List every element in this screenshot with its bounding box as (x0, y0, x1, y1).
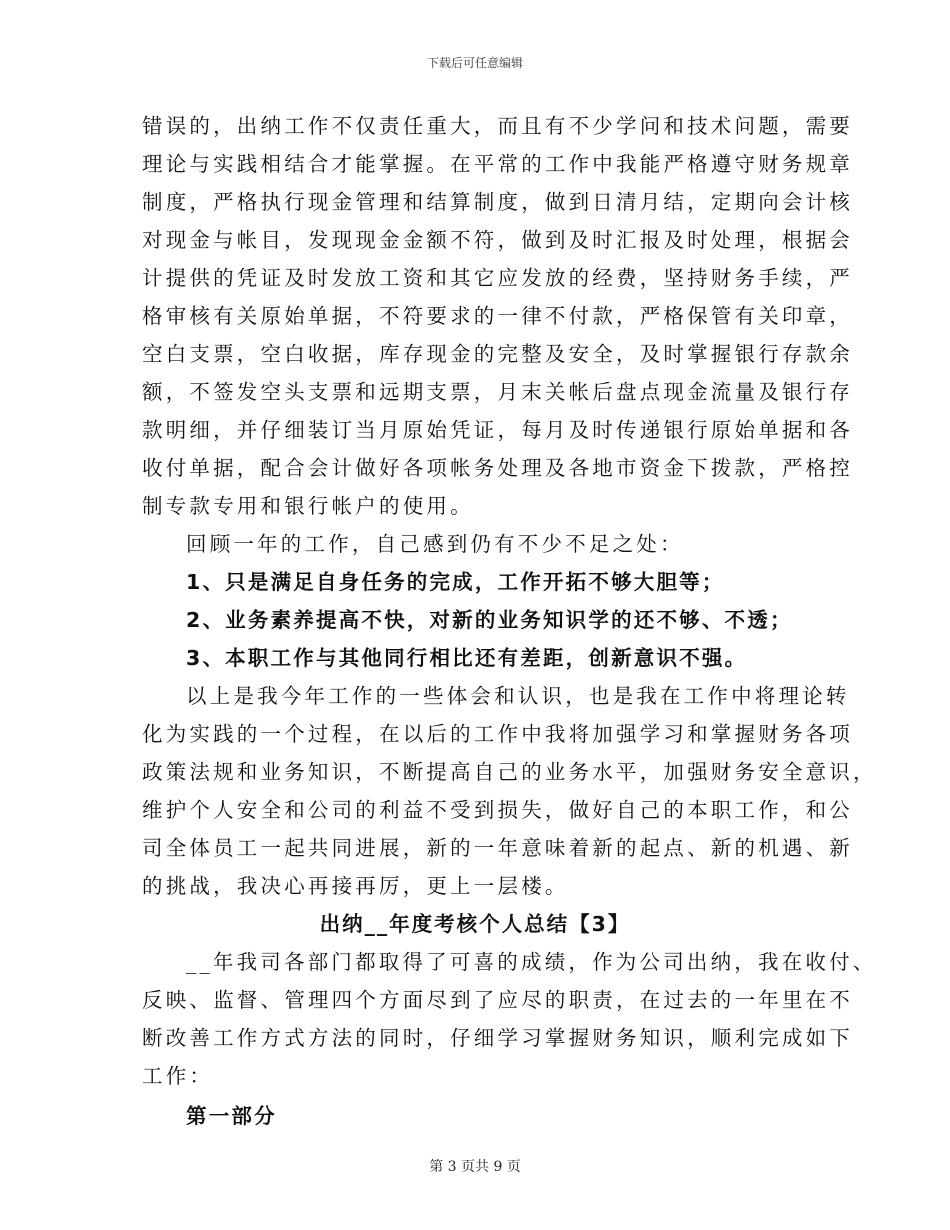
shortcoming-item-3: 3、本职工作与其他同行相比还有差距，创新意识不强。 (186, 646, 748, 670)
section-title: 出纳__年度考核个人总结【3】 (319, 912, 631, 936)
page-header: 下载后可任意编辑 (426, 56, 523, 70)
body-line-9: 款明细，并仔细装订当月原始凭证，每月及时传递银行原始单据和各 (142, 418, 853, 442)
body-line-5: 计提供的凭证及时发放工资和其它应发放的经费，坚持财务手续，严 (142, 266, 853, 290)
conclusion-line-4: 维护个人安全和公司的利益不受到损失，做好自己的本职工作，和公 (142, 798, 853, 822)
section-line-1: __年我司各部门都取得了可喜的成绩，作为公司出纳，我在收付、 (186, 950, 877, 974)
conclusion-line-2: 化为实践的一个过程，在以后的工作中我将加强学习和掌握财务各项 (142, 722, 853, 746)
conclusion-line-3: 政策法规和业务知识，不断提高自己的业务水平，加强财务安全意识， (142, 760, 877, 784)
shortcoming-item-1: 1、只是满足自身任务的完成，工作开拓不够大胆等； (186, 570, 725, 594)
body-line-7: 空白支票，空白收据，库存现金的完整及安全，及时掌握银行存款余 (142, 342, 853, 366)
section-line-4: 工作： (142, 1064, 214, 1088)
section-line-2: 反映、监督、管理四个方面尽到了应尽的职责，在过去的一年里在不 (142, 988, 853, 1012)
body-line-10: 收付单据，配合会计做好各项帐务处理及各地市资金下拨款，严格控 (142, 456, 853, 480)
review-intro: 回顾一年的工作，自己感到仍有不少不足之处： (186, 532, 684, 556)
body-line-8: 额，不签发空头支票和远期支票，月末关帐后盘点现金流量及银行存 (142, 380, 853, 404)
conclusion-line-5: 司全体员工一起共同进展，新的一年意味着新的起点、新的机遇、新 (142, 836, 853, 860)
shortcoming-item-2: 2、业务素养提高不快，对新的业务知识学的还不够、不透； (186, 608, 793, 632)
body-line-3: 制度，严格执行现金管理和结算制度，做到日清月结，定期向会计核 (142, 190, 853, 214)
body-line-6: 格审核有关原始单据，不符要求的一律不付款，严格保管有关印章， (142, 304, 853, 328)
page-footer: 第 3 页共 9 页 (429, 1159, 521, 1175)
body-line-2: 理论与实践相结合才能掌握。在平常的工作中我能严格遵守财务规章 (142, 152, 853, 176)
conclusion-line-1: 以上是我今年工作的一些体会和认识，也是我在工作中将理论转 (186, 684, 850, 708)
body-line-1: 错误的，出纳工作不仅责任重大，而且有不少学问和技术问题，需要 (142, 114, 853, 138)
section-line-3: 断改善工作方式方法的同时，仔细学习掌握财务知识，顺利完成如下 (142, 1026, 853, 1050)
subheading: 第一部分 (186, 1104, 277, 1128)
body-line-4: 对现金与帐目，发现现金金额不符，做到及时汇报及时处理，根据会 (142, 228, 853, 252)
body-line-11: 制专款专用和银行帐户的使用。 (142, 494, 474, 518)
conclusion-line-6: 的挑战，我决心再接再厉，更上一层楼。 (142, 874, 569, 898)
